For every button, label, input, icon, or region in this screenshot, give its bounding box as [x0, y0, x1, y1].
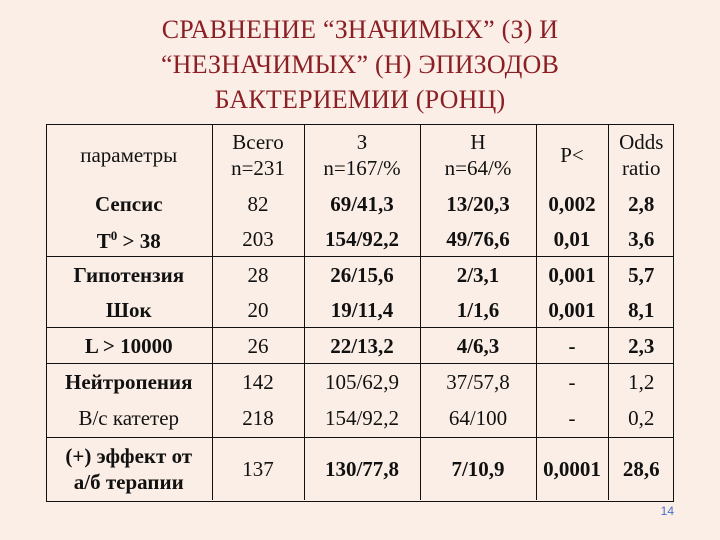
row-param: Гипотензия — [73, 262, 185, 287]
row-nonsignificant: 13/20,3 — [420, 186, 536, 221]
page-number: 14 — [660, 504, 674, 518]
row-total: 137 — [212, 438, 304, 501]
row-param: L > 10000 — [46, 328, 212, 364]
table-header-row — [46, 124, 674, 186]
title-line-2: “НЕЗНАЧИМЫХ” (Н) ЭПИЗОДОВ — [160, 50, 560, 79]
row-p-value: 0,001 — [536, 257, 608, 293]
table-row — [46, 399, 674, 438]
table-row — [46, 292, 674, 328]
row-nonsignificant: 49/76,6 — [420, 221, 536, 257]
row-odds-ratio: 3,6 — [608, 221, 674, 257]
row-p-value: 0,001 — [536, 292, 608, 328]
row-significant: 22/13,2 — [304, 328, 420, 364]
row-significant: 69/41,3 — [304, 186, 420, 221]
row-odds-ratio: 5,7 — [608, 257, 674, 293]
row-param: (+) эффект от а/б терапии — [65, 444, 193, 494]
row-p-value: 0,01 — [536, 221, 608, 257]
row-significant: 105/62,9 — [304, 364, 420, 400]
row-significant: 130/77,8 — [304, 438, 420, 501]
header-odds-ratio: Odds ratio — [608, 124, 674, 186]
header-significant: З n=167/% — [304, 124, 420, 186]
row-odds-ratio: 8,1 — [608, 292, 674, 328]
row-odds-ratio: 0,2 — [608, 399, 674, 438]
row-total: 142 — [212, 364, 304, 400]
header-parameters: параметры — [80, 143, 178, 167]
row-nonsignificant: 2/3,1 — [420, 257, 536, 293]
table-row — [46, 328, 674, 364]
row-p-value: 0,002 — [536, 186, 608, 221]
row-significant: 154/92,2 — [304, 221, 420, 257]
row-p-value: - — [536, 399, 608, 438]
row-param: $T^0 > 38$ — [46, 221, 212, 257]
row-total: 28 — [212, 257, 304, 293]
row-nonsignificant: 37/57,8 — [420, 364, 536, 400]
row-odds-ratio: 28,6 — [608, 438, 674, 501]
row-significant: 19/11,4 — [304, 292, 420, 328]
table-row — [46, 221, 674, 257]
row-nonsignificant: 7/10,9 — [420, 438, 536, 501]
header-nonsignificant: Н n=64/% — [420, 124, 536, 186]
table-row — [46, 186, 674, 221]
row-odds-ratio: 2,3 — [608, 328, 674, 364]
row-p-value: - — [536, 364, 608, 400]
row-param: Сепсис — [94, 191, 163, 216]
table-row — [46, 438, 674, 501]
table-row — [46, 257, 674, 293]
row-param: В/с катетер — [46, 399, 212, 438]
comparison-table-container — [46, 124, 674, 500]
row-p-value: 0,0001 — [536, 438, 608, 501]
header-p-value: P< — [536, 124, 608, 186]
row-odds-ratio: 2,8 — [608, 186, 674, 221]
row-significant: 154/92,2 — [304, 399, 420, 438]
slide-title — [0, 12, 720, 117]
row-significant: 26/15,6 — [304, 257, 420, 293]
header-total: Всего n=231 — [212, 124, 304, 186]
row-odds-ratio: 1,2 — [608, 364, 674, 400]
row-total: 26 — [212, 328, 304, 364]
row-nonsignificant: 64/100 — [420, 399, 536, 438]
row-total: 82 — [212, 186, 304, 221]
title-line-3: БАКТЕРИЕМИИ (РОНЦ) — [214, 85, 506, 114]
row-p-value: - — [536, 328, 608, 364]
row-nonsignificant: 1/1,6 — [420, 292, 536, 328]
row-total: 203 — [212, 221, 304, 257]
table-row — [46, 364, 674, 400]
row-nonsignificant: 4/6,3 — [420, 328, 536, 364]
comparison-table — [46, 124, 674, 500]
row-param: Нейтропения — [65, 369, 193, 394]
title-line-1: СРАВНЕНИЕ “ЗНАЧИМЫХ” (З) И — [161, 15, 559, 44]
row-total: 218 — [212, 399, 304, 438]
row-total: 20 — [212, 292, 304, 328]
row-param: Шок — [46, 292, 212, 328]
